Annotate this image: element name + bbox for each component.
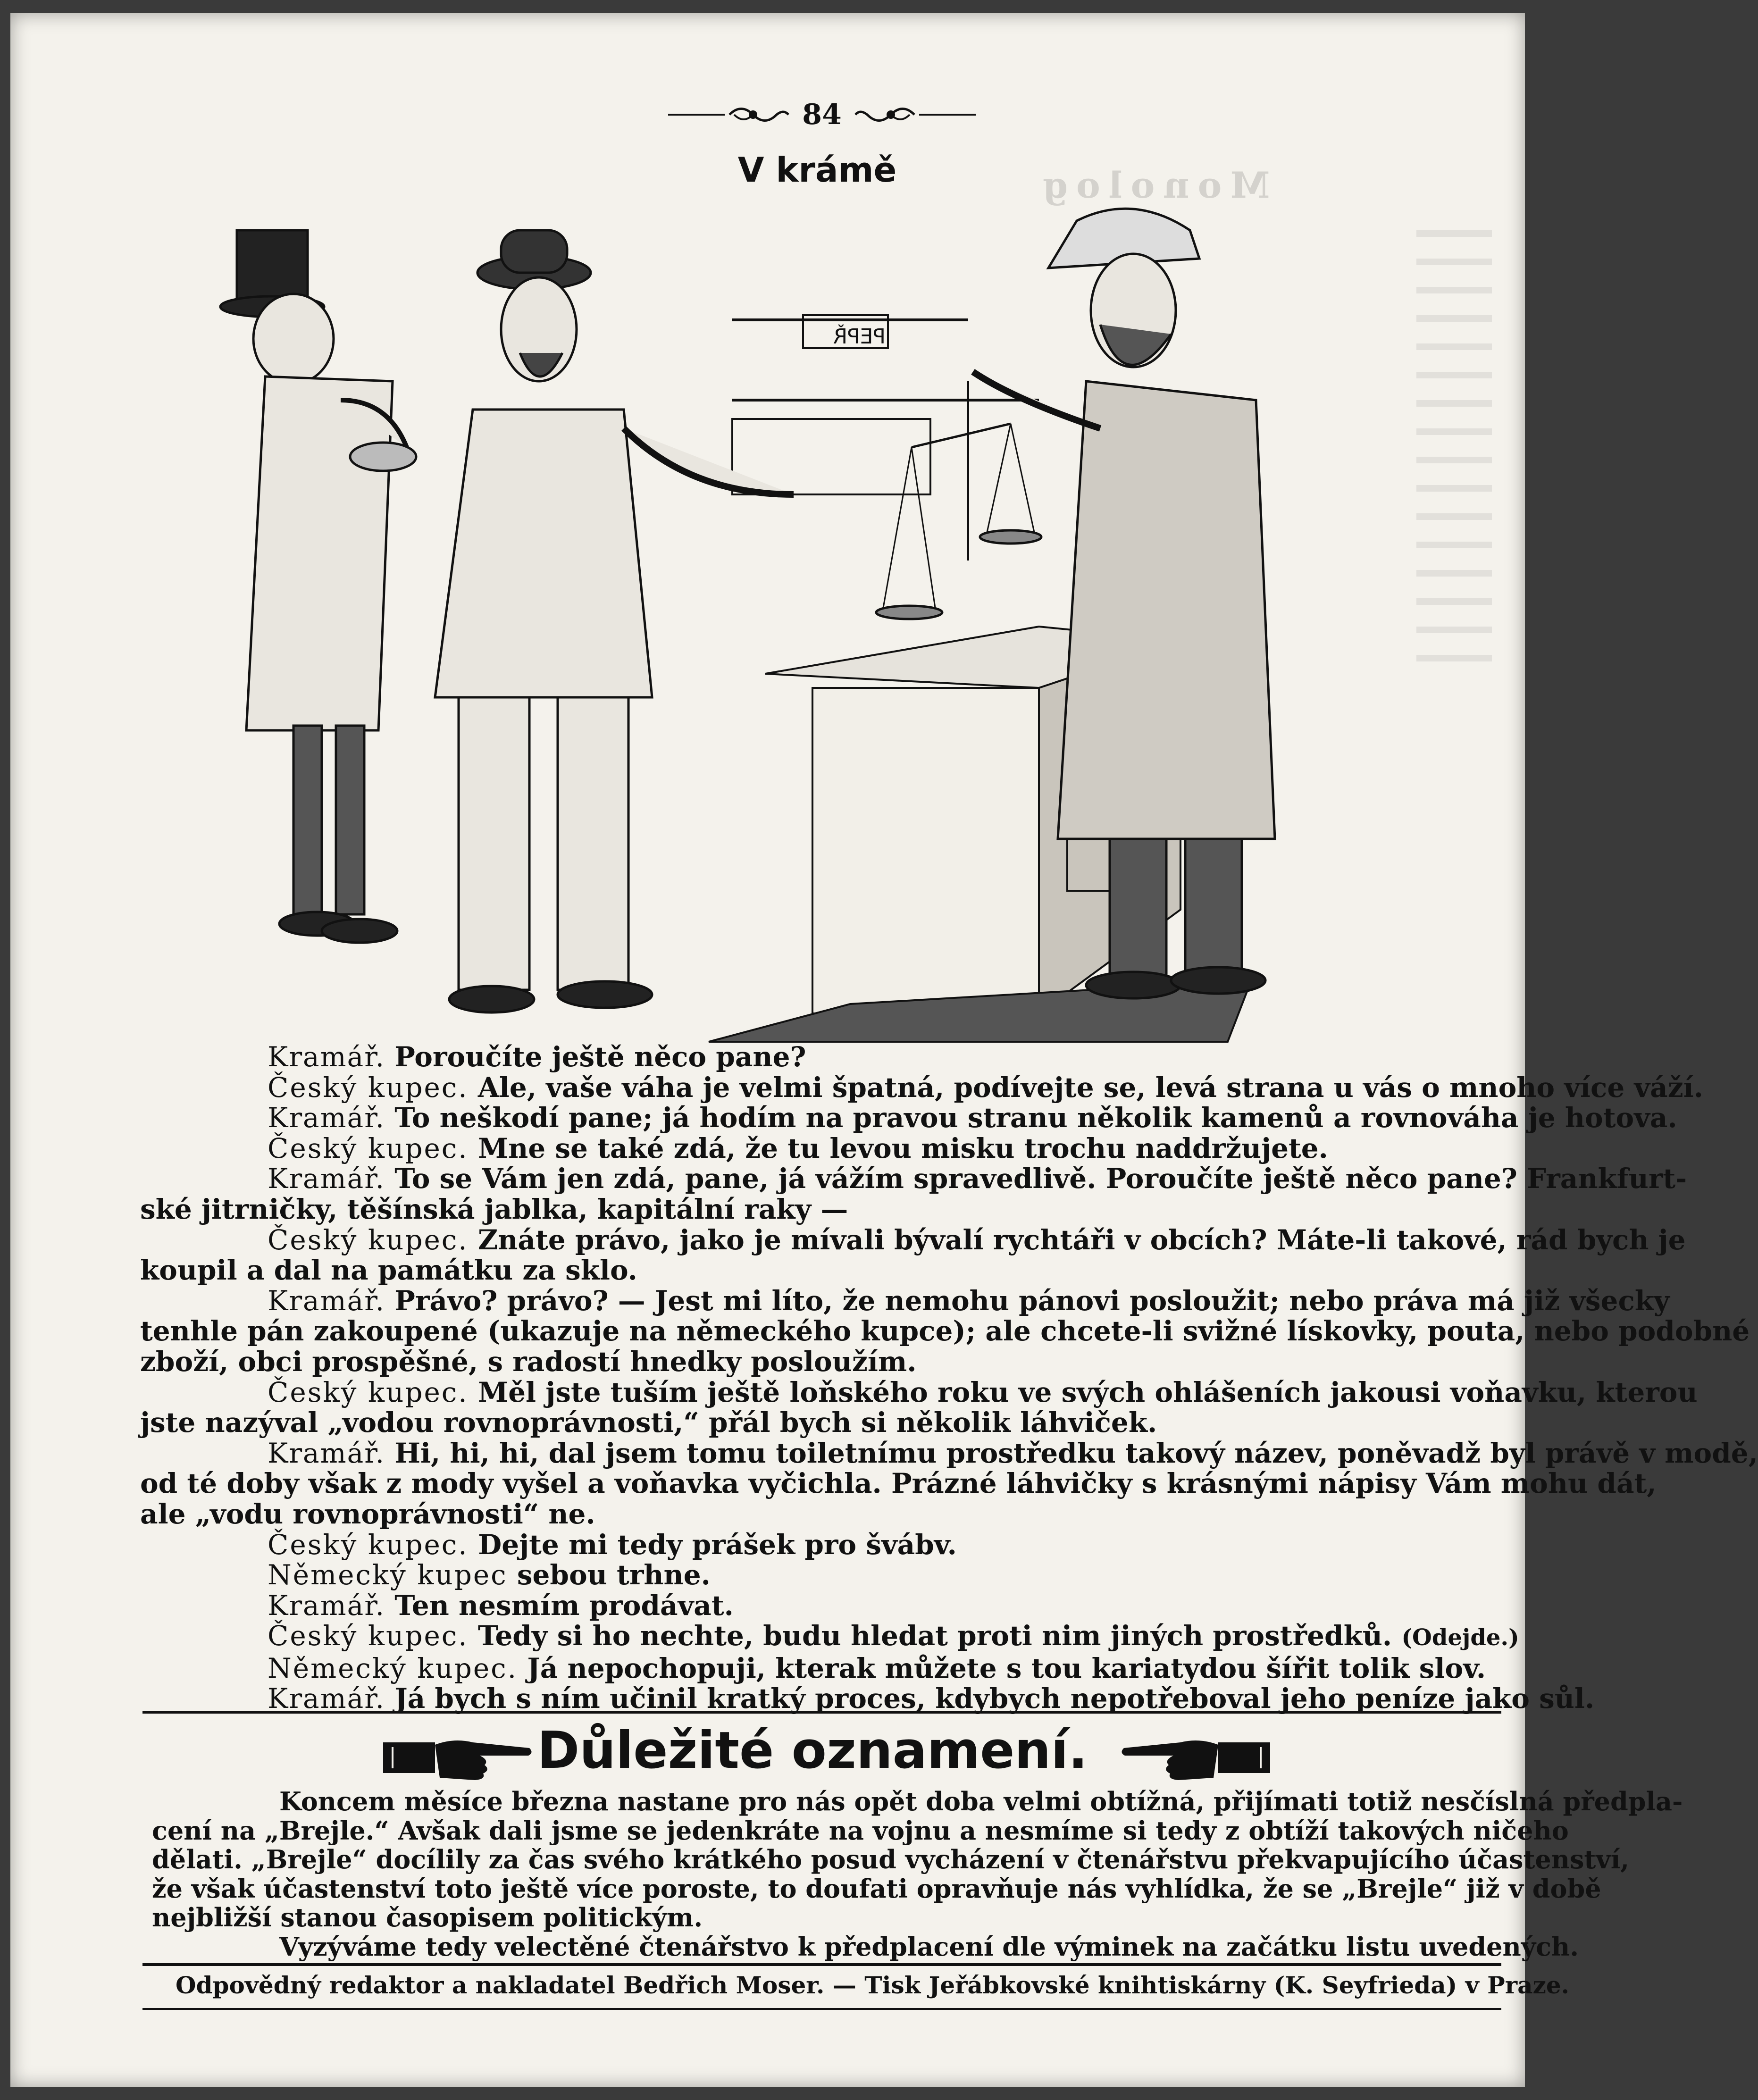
dialogue-line-continued: ale „vodu rovnoprávnosti“ ne.: [140, 1498, 595, 1530]
dialogue-line: Český kupec. Mne se také zdá, že tu levou misku trochu naddržujete.: [268, 1132, 1328, 1164]
bleed-through-title: Monolog: [1034, 164, 1270, 206]
notice-title: Důležité oznamení.: [537, 1721, 1088, 1780]
dialogue-line-continued: jste nazýval „vodou rovnoprávnosti,“ přál bych si několik láhviček.: [140, 1406, 1157, 1439]
dialogue-line: Kramář. To neškodí pane; já hodím na pravou stranu několik kamenů a rovnováha je hotova.: [268, 1102, 1677, 1134]
shop-sign-text: PEPŘ: [833, 325, 886, 349]
notice-line: Koncem měsíce března nastane pro nás opět doba velmi obtížná, přijímati totiž nesčíslná předpla-: [279, 1786, 1683, 1816]
notice-line: dělati. „Brejle“ docílily za čas svého krátkého posud vycházení v čtenářstvu překvapujícího účastenství,: [152, 1844, 1630, 1874]
dialogue-line-continued: tenhle pán zakoupené (ukazuje na německého kupce); ale chcete-li svižné lískovky, pouta, nebo podobné: [140, 1315, 1750, 1347]
dialogue-line: Český kupec. Ale, vaše váha je velmi špatná, podívejte se, levá strana u vás o mnoho více váží.: [268, 1071, 1703, 1104]
shop-illustration: [237, 202, 1379, 1051]
dialogue-line-continued: ské jitrničky, těšínská jablka, kapitální raky —: [140, 1193, 848, 1225]
dialogue-line: Kramář. Právo? právo? — Jest mi líto, že nemohu pánovi posloužit; nebo práva má již všecky: [268, 1284, 1670, 1317]
notice-line: cení na „Brejle.“ Avšak dali jsme se jedenkráte na vojnu a nesmíme si tedy z obtíží takových ničeho: [152, 1815, 1569, 1846]
dialogue-line: Český kupec. Znáte právo, jako je mívali bývalí rychtáři v obcích? Máte-li takové, rád bych je: [268, 1223, 1686, 1256]
gentleman-figure: [220, 230, 416, 943]
dialogue-text: [140, 1041, 1758, 1715]
notice-line: že však účastenství toto ještě více poroste, to doufati opravňuje nás vyhlídka, že se „Brejle“ již v době: [152, 1873, 1601, 1904]
notice-line: nejbližší stanou časopisem politickým.: [152, 1902, 703, 1933]
dialogue-line: Německý kupec sebou trhne.: [268, 1559, 711, 1591]
divider-rule: [142, 1963, 1501, 1966]
pointing-hand-left-icon: [1119, 1728, 1275, 1785]
dialogue-line: Kramář. To se Vám jen zdá, pane, já vážím spravedlivě. Poroučíte ještě něco pane? Frankfurt-: [268, 1163, 1687, 1195]
right-ornament: [853, 100, 976, 129]
divider-rule: [142, 2008, 1501, 2010]
notice-body: [152, 1786, 1683, 1962]
dialogue-line-continued: zboží, obci prospěšné, s radostí hnedky posloužím.: [140, 1345, 917, 1378]
dialogue-line: Kramář. Já bych s ním učinil kratký proces, kdybych nepotřeboval jeho peníze jako sůl.: [268, 1682, 1595, 1715]
scroll-ornament-icon: [853, 100, 919, 129]
dialogue-line: Kramář. Poroučíte ještě něco pane?: [268, 1041, 806, 1073]
dialogue-line-continued: koupil a dal na památku za sklo.: [140, 1254, 637, 1287]
bleed-through-text: [1416, 230, 1492, 683]
czech-merchant-figure: [435, 230, 794, 1012]
dialogue-line: Německý kupec. Já nepochopuji, kterak můžete s tou kariatydou šířit tolik slov.: [268, 1652, 1486, 1684]
scroll-ornament-icon: [725, 100, 791, 129]
left-ornament: [668, 100, 791, 129]
page-header: [624, 93, 1020, 136]
notice-line: Vyzýváme tedy velectěné čtenářstvo k předplacení dle výminek na začátku listu uvedených.: [279, 1931, 1579, 1962]
dialogue-line: Kramář. Hi, hi, hi, dal jsem tomu toiletnímu prostředku takový název, poněvadž byl právě v modě,: [268, 1437, 1758, 1469]
newspaper-page: [10, 13, 1758, 2087]
divider-rule: [142, 1711, 1501, 1714]
dialogue-line: Český kupec. Měl jste tuším ještě loňského roku ve svých ohlášeních jakousi voňavku, kterou: [268, 1376, 1698, 1408]
article-title: V krámě: [737, 150, 897, 190]
imprint-footer: Odpovědný redaktor a nakladatel Bedřich Moser. — Tisk Jeřábkovské knihtiskárny (K. Seyfrieda) v Praze.: [176, 1971, 1570, 1999]
dialogue-line: Český kupec. Dejte mi tedy prášek pro švábv.: [268, 1528, 957, 1561]
stage-direction: (Odejde.): [1401, 1624, 1519, 1651]
dialogue-line: Český kupec. Tedy si ho nechte, budu hledat proti nim jiných prostředků. (Odejde.): [268, 1620, 1519, 1652]
dialogue-line-continued: od té doby však z mody vyšel a voňavka vyčichla. Prázné láhvičky s krásnými nápisy Vám mohu dát,: [140, 1467, 1657, 1500]
dialogue-line: Kramář. Ten nesmím prodávat.: [268, 1589, 734, 1622]
page-number: 84: [802, 98, 842, 131]
